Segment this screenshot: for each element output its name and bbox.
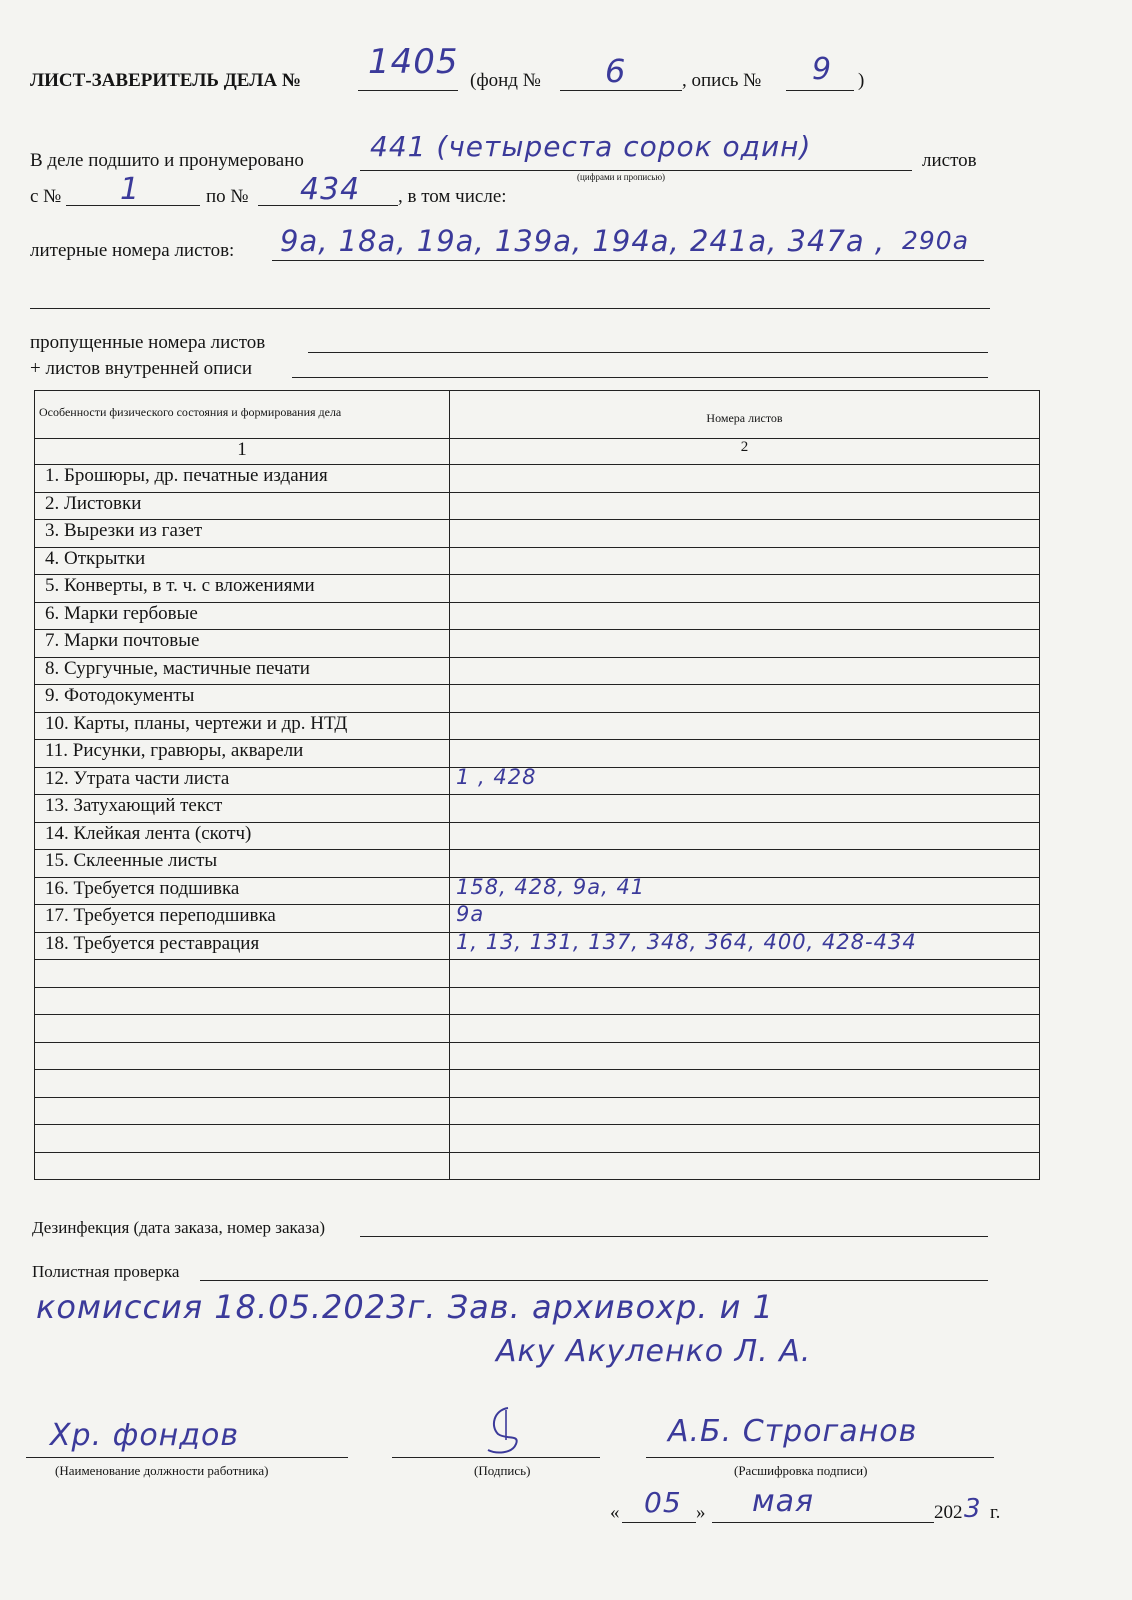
row-value: 9а	[456, 902, 485, 926]
table-row	[35, 877, 1040, 905]
table-row	[35, 740, 1040, 768]
date-day: 05	[644, 1486, 682, 1519]
form-title: ЛИСТ-ЗАВЕРИТЕЛЬ ДЕЛА №	[30, 70, 301, 91]
opis-label: , опись №	[682, 70, 762, 91]
row-label: 14. Клейкая лента (скотч)	[35, 822, 450, 850]
row-label: 7. Марки почтовые	[35, 630, 450, 658]
col1-header: Особенности физического состояния и формирования дела	[39, 405, 342, 419]
table-row	[35, 850, 1040, 878]
letter-line	[272, 260, 984, 261]
date-close-quote: »	[696, 1502, 706, 1523]
name-line	[646, 1457, 994, 1458]
table-row	[35, 905, 1040, 933]
check-line-2: Аку Акуленко Л. А.	[496, 1334, 812, 1369]
row-label	[35, 1015, 450, 1043]
row-label: 3. Вырезки из газет	[35, 520, 450, 548]
table-row	[35, 1042, 1040, 1070]
date-suffix: г.	[990, 1502, 1001, 1523]
table-row	[35, 1152, 1040, 1180]
delo-number-line	[358, 90, 458, 91]
row-value-cell	[450, 987, 1040, 1015]
row-value: 1 , 428	[456, 764, 537, 789]
table-row	[35, 520, 1040, 548]
position-caption: (Наименование должности работника)	[55, 1463, 269, 1478]
row-value-cell	[450, 657, 1040, 685]
condition-table	[34, 390, 1040, 1180]
row-value-cell	[450, 1070, 1040, 1098]
to-value: 434	[300, 172, 361, 207]
row-label: 8. Сургучные, мастичные печати	[35, 657, 450, 685]
col2-header-cell	[450, 391, 1040, 439]
row-label: 15. Склеенные листы	[35, 850, 450, 878]
row-value-cell	[450, 712, 1040, 740]
inner-label: + листов внутренней описи	[30, 358, 253, 379]
opis-number-line	[786, 90, 854, 91]
sewn-line	[360, 170, 912, 171]
fond-number-line	[560, 90, 682, 91]
row-value: 1, 13, 131, 137, 348, 364, 400, 428-434	[456, 929, 917, 954]
row-value-cell	[450, 822, 1040, 850]
col1-header-cell	[35, 391, 450, 439]
table-row	[35, 987, 1040, 1015]
table-row	[35, 685, 1040, 713]
opis-close-paren: )	[858, 70, 865, 91]
signature-image	[476, 1400, 546, 1460]
letter-label: литерные номера листов:	[30, 240, 235, 261]
table-row	[35, 960, 1040, 988]
row-label: 16. Требуется подшивка	[35, 877, 450, 905]
table-row	[35, 1125, 1040, 1153]
col2-header: Номера листов	[706, 411, 783, 425]
row-label: 18. Требуется реставрация	[35, 932, 450, 960]
row-label: 5. Конверты, в т. ч. с вложениями	[35, 575, 450, 603]
row-value-cell	[450, 795, 1040, 823]
disinfection-label: Дезинфекция (дата заказа, номер заказа)	[32, 1218, 326, 1237]
row-value-cell	[450, 492, 1040, 520]
row-label: 6. Марки гербовые	[35, 602, 450, 630]
row-value-cell	[450, 547, 1040, 575]
row-value-cell	[450, 740, 1040, 768]
opis-number-value: 9	[812, 52, 833, 87]
sewn-value: 441 (четыреста сорок один)	[370, 130, 812, 163]
table-row	[35, 575, 1040, 603]
row-value-cell	[450, 902, 1040, 933]
sewn-hint: (цифрами и прописью)	[577, 172, 666, 182]
table-row	[35, 1015, 1040, 1043]
row-label	[35, 1125, 450, 1153]
row-value-cell	[450, 1152, 1040, 1180]
row-label	[35, 1070, 450, 1098]
row-label: 10. Карты, планы, чертежи и др. НТД	[35, 712, 450, 740]
table-row	[35, 547, 1040, 575]
table-row	[35, 602, 1040, 630]
table-row	[35, 822, 1040, 850]
row-value-cell	[450, 465, 1040, 493]
date-month-line	[712, 1522, 934, 1523]
row-value-cell	[450, 874, 1040, 905]
sewn-suffix: листов	[922, 150, 977, 171]
table-row	[35, 1097, 1040, 1125]
check-line-1: комиссия 18.05.2023г. Зав. архивохр. и 1	[36, 1288, 774, 1326]
row-value-cell	[450, 630, 1040, 658]
row-value-cell	[450, 850, 1040, 878]
row-label: 9. Фотодокументы	[35, 685, 450, 713]
letter-value: 9а, 18а, 19а, 139а, 194а, 241а, 347а ,	[280, 224, 886, 258]
disinfection-line	[360, 1236, 988, 1237]
from-value: 1	[120, 172, 141, 207]
row-label: 17. Требуется переподшивка	[35, 905, 450, 933]
table-row	[35, 657, 1040, 685]
fond-label: (фонд №	[470, 70, 541, 91]
row-value-cell	[450, 685, 1040, 713]
row-label	[35, 1152, 450, 1180]
row-label	[35, 1042, 450, 1070]
delo-number-value: 1405	[368, 42, 459, 82]
table-body	[35, 465, 1040, 1180]
row-value-cell	[450, 520, 1040, 548]
letter-line-2	[30, 308, 990, 309]
name-caption: (Расшифровка подписи)	[734, 1463, 868, 1478]
missed-line	[308, 352, 988, 353]
inner-line	[292, 377, 988, 378]
row-label: 11. Рисунки, гравюры, акварели	[35, 740, 450, 768]
row-label	[35, 987, 450, 1015]
row-value-cell	[450, 1015, 1040, 1043]
to-label: по №	[206, 186, 249, 207]
col2-number: 2	[450, 439, 1040, 465]
date-year-prefix: 202	[934, 1502, 963, 1523]
check-line	[200, 1280, 988, 1281]
missed-label: пропущенные номера листов	[30, 332, 266, 353]
row-label: 1. Брошюры, др. печатные издания	[35, 465, 450, 493]
row-label: 2. Листовки	[35, 492, 450, 520]
table-row	[35, 465, 1040, 493]
date-month: мая	[752, 1484, 815, 1519]
fond-number-value: 6	[605, 52, 627, 90]
signature-caption: (Подпись)	[474, 1463, 531, 1478]
letter-value-extra: 290а	[902, 226, 970, 255]
table-row	[35, 712, 1040, 740]
row-label	[35, 1097, 450, 1125]
row-value-cell	[450, 960, 1040, 988]
check-label: Полистная проверка	[32, 1262, 180, 1281]
date-year-digit: 3	[964, 1494, 982, 1524]
incl-label: , в том числе:	[398, 186, 507, 207]
row-value-cell	[450, 602, 1040, 630]
col1-number: 1	[35, 439, 450, 465]
row-label: 4. Открытки	[35, 547, 450, 575]
row-value-cell	[450, 764, 1040, 795]
row-label: 12. Утрата части листа	[35, 767, 450, 795]
sewn-label: В деле подшито и пронумеровано	[30, 150, 304, 171]
table-row	[35, 1070, 1040, 1098]
from-label: с №	[30, 186, 62, 207]
date-open-quote: «	[610, 1502, 620, 1523]
table-row	[35, 795, 1040, 823]
position-line	[26, 1457, 348, 1458]
row-value: 158, 428, 9а, 41	[456, 874, 646, 899]
row-label	[35, 960, 450, 988]
table-row	[35, 767, 1040, 795]
name-value: А.Б. Строганов	[668, 1414, 918, 1449]
table-row	[35, 492, 1040, 520]
row-value-cell	[450, 1042, 1040, 1070]
row-value-cell	[450, 1097, 1040, 1125]
row-value-cell	[450, 575, 1040, 603]
row-label: 13. Затухающий текст	[35, 795, 450, 823]
position-value: Хр. фондов	[50, 1418, 240, 1453]
row-value-cell	[450, 1125, 1040, 1153]
table-row	[35, 932, 1040, 960]
row-value-cell	[450, 929, 1040, 960]
date-day-line	[622, 1522, 696, 1523]
signature-line	[392, 1457, 600, 1458]
table-row	[35, 630, 1040, 658]
